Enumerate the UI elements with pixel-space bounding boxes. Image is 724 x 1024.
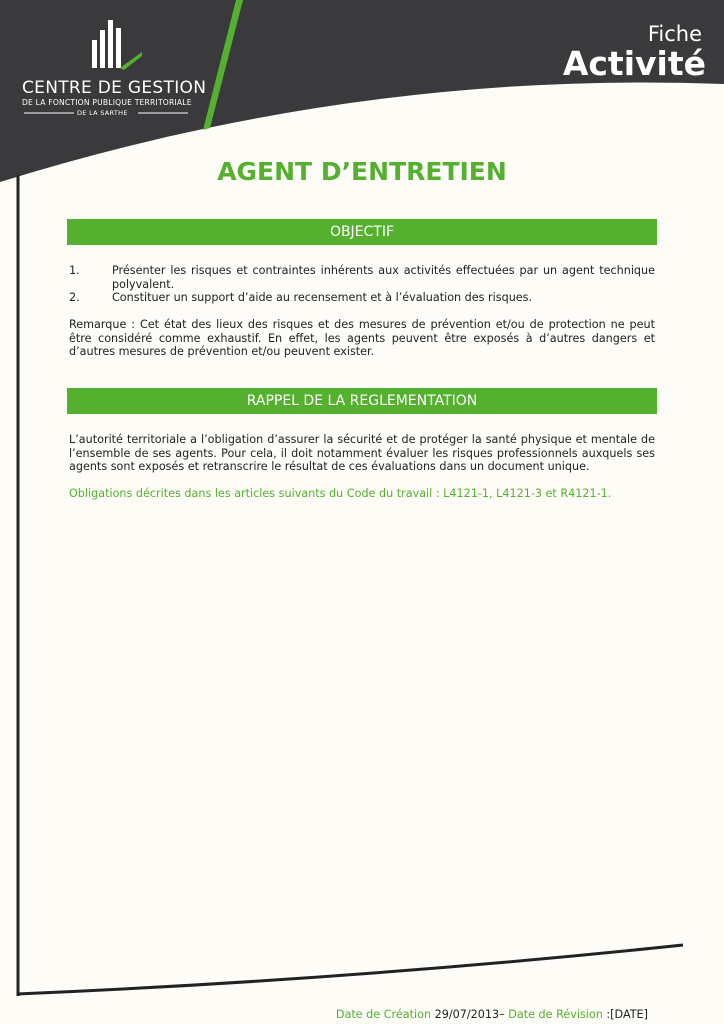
- objectif-list: [69, 264, 655, 291]
- list-item-text: Constituer un support d’aide au recensement et à l’évaluation des risques.: [112, 291, 533, 304]
- frame-bottom-curve: [17, 945, 683, 994]
- objectif-heading: OBJECTIF: [67, 219, 657, 245]
- rappel-heading: RAPPEL DE LA REGLEMENTATION: [67, 388, 657, 414]
- revision-label: Date de Révision: [508, 1008, 603, 1021]
- footer-dates: [336, 1008, 648, 1021]
- header-activite: Activité: [562, 44, 706, 83]
- list-item: [69, 291, 655, 305]
- rappel-paragraph: L’autorité territoriale a l’obligation d’assurer la sécurité et de protéger la santé physique et mentale de l’ensemble de ses agents. Pour cela, il doit notamment évaluer les risques professionnels auxquels ses agents sont exposés et retranscrire le résultat de ces évaluations dans un document unique.: [69, 433, 655, 473]
- page-title: AGENT D’ENTRETIEN: [217, 157, 507, 186]
- remarque-paragraph: Remarque : Cet état des lieux des risques et des mesures de prévention et/ou de protection ne peut être considéré comme exhaustif. En effet, les agents peuvent être exposés à d’autres dangers et d’autres mesures de prévention et/ou peuvent exister.: [69, 318, 655, 358]
- logo-region: DE LA SARTHE: [77, 109, 128, 117]
- list-item-number: 2.: [69, 291, 80, 304]
- logo-subtitle: DE LA FONCTION PUBLIQUE TERRITORIALE: [22, 98, 192, 107]
- header-fiche: Fiche: [647, 22, 702, 46]
- objectif-list-2: [69, 291, 655, 305]
- logo-name: CENTRE DE GESTION: [22, 78, 207, 98]
- list-item-text: Présenter les risques et contraintes inhérents aux activités effectuées par un agent technique polyvalent.: [112, 264, 655, 291]
- revision-value: :[DATE]: [606, 1008, 648, 1021]
- creation-label: Date de Création: [335, 1008, 432, 1021]
- list-item: [69, 264, 655, 291]
- list-item-number: 1.: [69, 264, 80, 277]
- obligations-paragraph: Obligations décrites dans les articles suivants du Code du travail : L4121-1, L4121-3 et R4121-1.: [69, 487, 612, 500]
- creation-value: 29/07/2013–: [434, 1008, 505, 1021]
